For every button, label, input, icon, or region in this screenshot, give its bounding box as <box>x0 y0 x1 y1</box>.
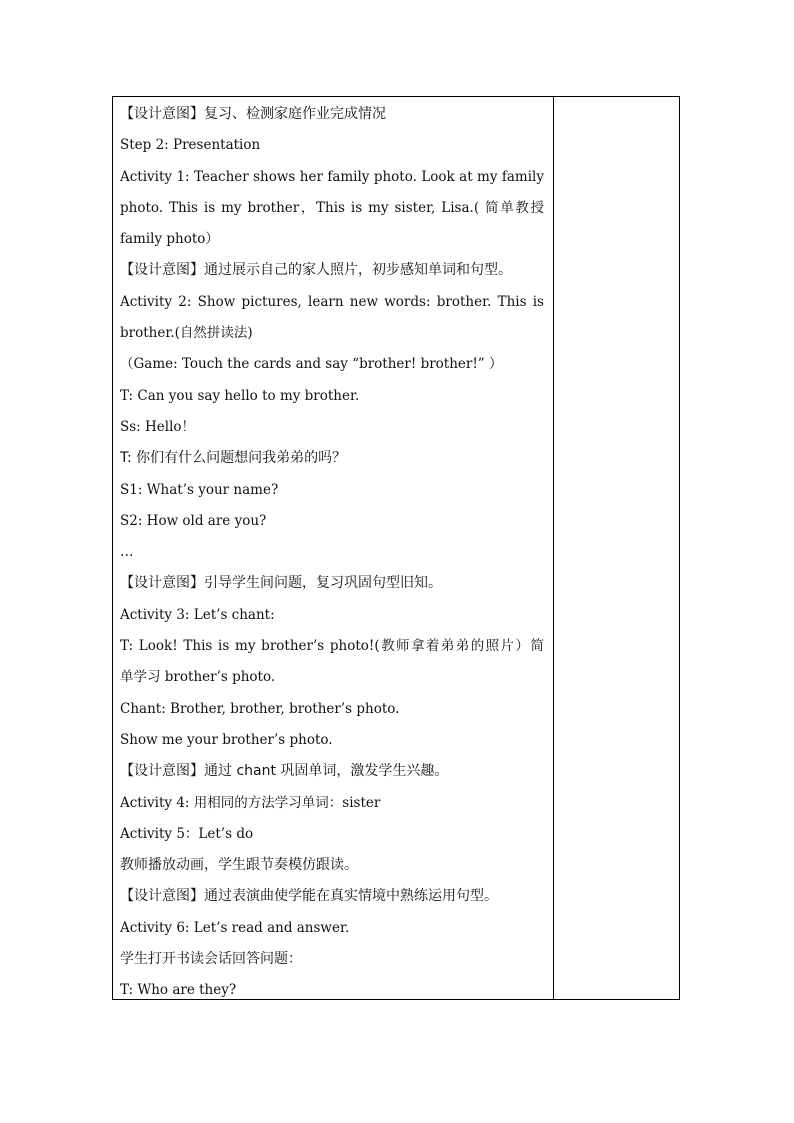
dialogue-line: T: Look! This is my brother’s photo!(教师拿着弟弟的照片）简 <box>120 638 544 655</box>
activity-line: Activity 5：Let’s do <box>120 825 254 842</box>
design-intent-line: 【设计意图】通过展示自己的家人照片，初步感知单词和句型。 <box>120 262 512 279</box>
ellipsis-line: … <box>120 544 134 561</box>
activity-line: 教师播放动画，学生跟节奏模仿跟读。 <box>120 857 358 874</box>
chant-line: Show me your brother’s photo. <box>120 731 333 748</box>
dialogue-line: T: Who are they? <box>120 982 237 999</box>
step-heading: Step 2: Presentation <box>120 137 261 154</box>
dialogue-line: Ss: Hello！ <box>120 418 196 435</box>
activity-line: Activity 1: Teacher shows her family photo. Look at my family <box>120 168 544 185</box>
lesson-content-cell <box>120 99 544 1007</box>
activity-line: 单学习 brother’s photo. <box>120 669 276 686</box>
dialogue-line: S2: How old are you? <box>120 512 267 529</box>
design-intent-line: 【设计意图】复习、检测家庭作业完成情况 <box>120 106 386 122</box>
game-line: （Game: Touch the cards and say “brother! brother!” ） <box>120 356 503 373</box>
design-intent-line: 【设计意图】通过表演曲使学能在真实情境中熟练运用句型。 <box>120 888 498 905</box>
activity-line: family photo） <box>120 231 219 248</box>
design-intent-line: 【设计意图】引导学生间问题，复习巩固句型旧知。 <box>120 575 442 592</box>
activity-line: photo. This is my brother，This is my sister, Lisa.( 简单教授 <box>120 199 544 216</box>
activity-line: Activity 6: Let’s read and answer. <box>120 919 350 936</box>
dialogue-line: T: Can you say hello to my brother. <box>120 387 360 404</box>
chant-line: Chant: Brother, brother, brother’s photo. <box>120 700 400 717</box>
activity-line: 学生打开书读会话回答问题： <box>120 951 302 968</box>
notes-cell <box>554 97 680 999</box>
activity-line: Activity 2: Show pictures, learn new words: brother. This is <box>120 293 544 310</box>
activity-line: brother.(自然拼读法) <box>120 325 253 342</box>
activity-line: Activity 4: 用相同的方法学习单词：sister <box>120 794 381 811</box>
activity-line: Activity 3: Let’s chant: <box>120 606 275 623</box>
dialogue-line: T: 你们有什么问题想问我弟弟的吗？ <box>120 450 347 467</box>
design-intent-line: 【设计意图】通过 chant 巩固单词，激发学生兴趣。 <box>120 763 449 780</box>
lesson-plan-table <box>112 96 680 1000</box>
dialogue-line: S1: What’s your name? <box>120 481 279 498</box>
